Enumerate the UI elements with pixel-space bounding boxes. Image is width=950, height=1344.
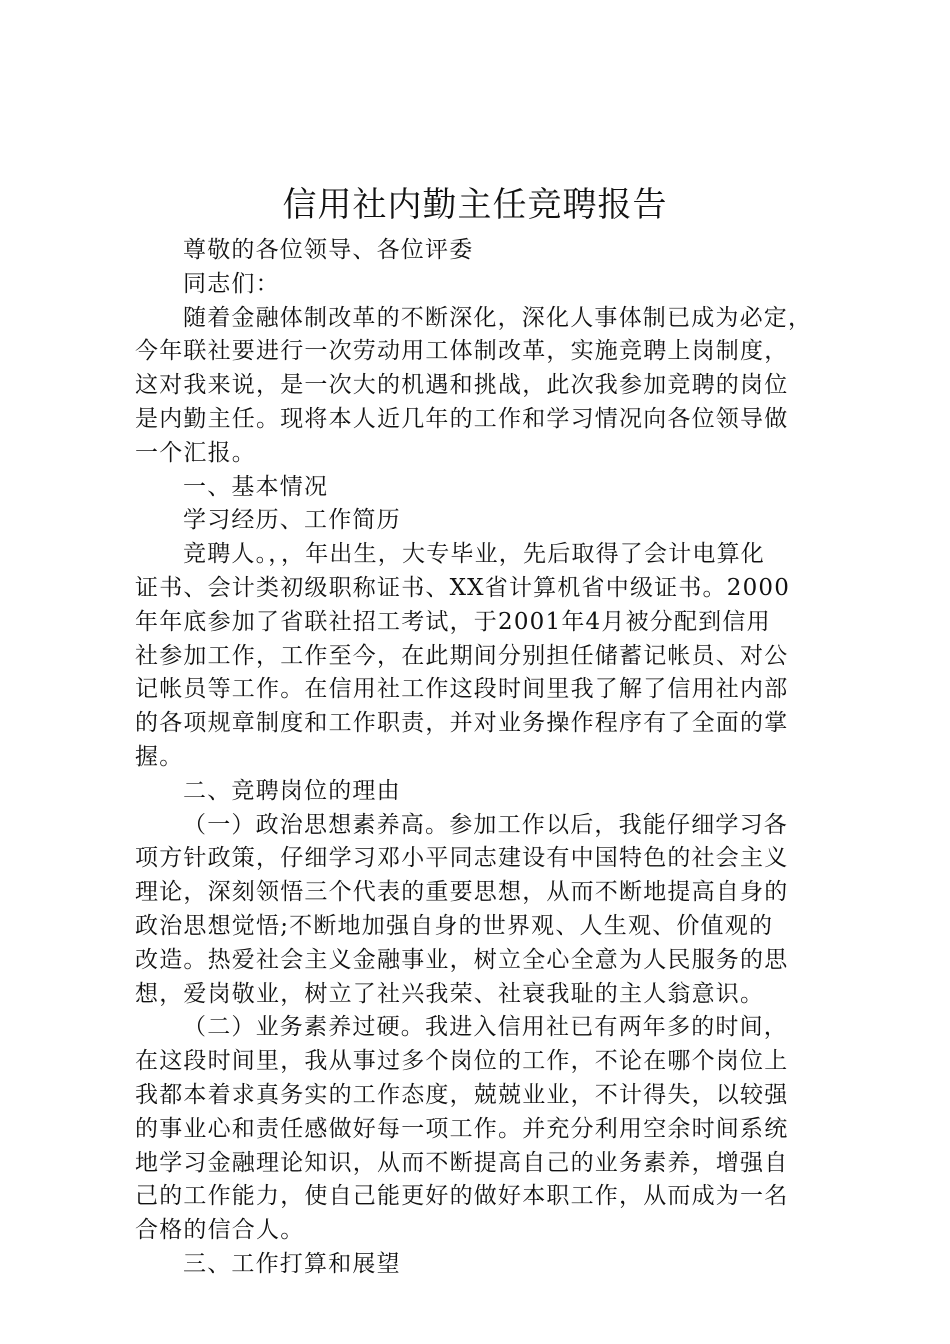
body-line: 的事业心和责任感做好每一项工作。并充分利用空余时间系统: [135, 1115, 789, 1142]
body-line: 一个汇报。: [135, 439, 256, 466]
body-line: 握。: [135, 743, 184, 770]
document-title: 信用社内勤主任竞聘报告: [282, 185, 668, 225]
body-line: 在这段时间里，我从事过多个岗位的工作，不论在哪个岗位上: [135, 1048, 789, 1075]
body-line: （一）政治思想素养高。参加工作以后，我能仔细学习各: [183, 811, 788, 838]
document-body: [135, 234, 830, 1282]
body-line: 地学习金融理论知识，从而不断提高自己的业务素养，增强自: [135, 1149, 789, 1176]
body-line: （二）业务素养过硬。我进入信用社已有两年多的时间，: [183, 1014, 788, 1041]
body-line: 二、竞聘岗位的理由: [183, 777, 401, 804]
body-line: 一、基本情况: [183, 473, 329, 500]
body-line: 政治思想觉悟;不断地加强自身的世界观、人生观、价值观的: [135, 912, 774, 939]
body-line: 年年底参加了省联社招工考试，于2001年4月被分配到信用: [135, 608, 771, 635]
body-line: 同志们：: [183, 270, 280, 297]
body-line: 竞聘人。，，年出生，大专毕业，先后取得了会计电算化: [183, 541, 765, 568]
body-line: 今年联社要进行一次劳动用工体制改革，实施竞聘上岗制度，: [135, 338, 789, 365]
body-line: 改造。热爱社会主义金融事业，树立全心全意为人民服务的思: [135, 946, 789, 973]
body-line: 我都本着求真务实的工作态度，兢兢业业，不计得失，以较强: [135, 1081, 789, 1108]
body-line: 的各项规章制度和工作职责，并对业务操作程序有了全面的掌: [135, 710, 789, 737]
body-line: 项方针政策，仔细学习邓小平同志建设有中国特色的社会主义: [135, 845, 789, 872]
body-line: 理论，深刻领悟三个代表的重要思想，从而不断地提高自身的: [135, 879, 789, 906]
body-line: 己的工作能力，使自己能更好的做好本职工作，从而成为一名: [135, 1183, 789, 1210]
body-line: 随着金融体制改革的不断深化，深化人事体制已成为必定，: [183, 304, 813, 331]
body-line: 社参加工作，工作至今，在此期间分别担任储蓄记帐员、对公: [135, 642, 789, 669]
body-line: 学习经历、工作简历: [183, 507, 401, 534]
body-line: 这对我来说，是一次大的机遇和挑战，此次我参加竞聘的岗位: [135, 372, 789, 399]
body-line: 想，爱岗敬业，树立了社兴我荣、社衰我耻的主人翁意识。: [135, 980, 765, 1007]
body-line: 合格的信合人。: [135, 1217, 305, 1244]
body-line: 证书、会计类初级职称证书、XX省计算机省中级证书。2000: [135, 574, 791, 601]
body-line: 三、工作打算和展望: [183, 1250, 401, 1277]
body-line: 尊敬的各位领导、各位评委: [183, 237, 474, 263]
body-line: 是内勤主任。现将本人近几年的工作和学习情况向各位领导做: [135, 405, 789, 432]
body-line: 记帐员等工作。在信用社工作这段时间里我了解了信用社内部: [135, 676, 789, 703]
